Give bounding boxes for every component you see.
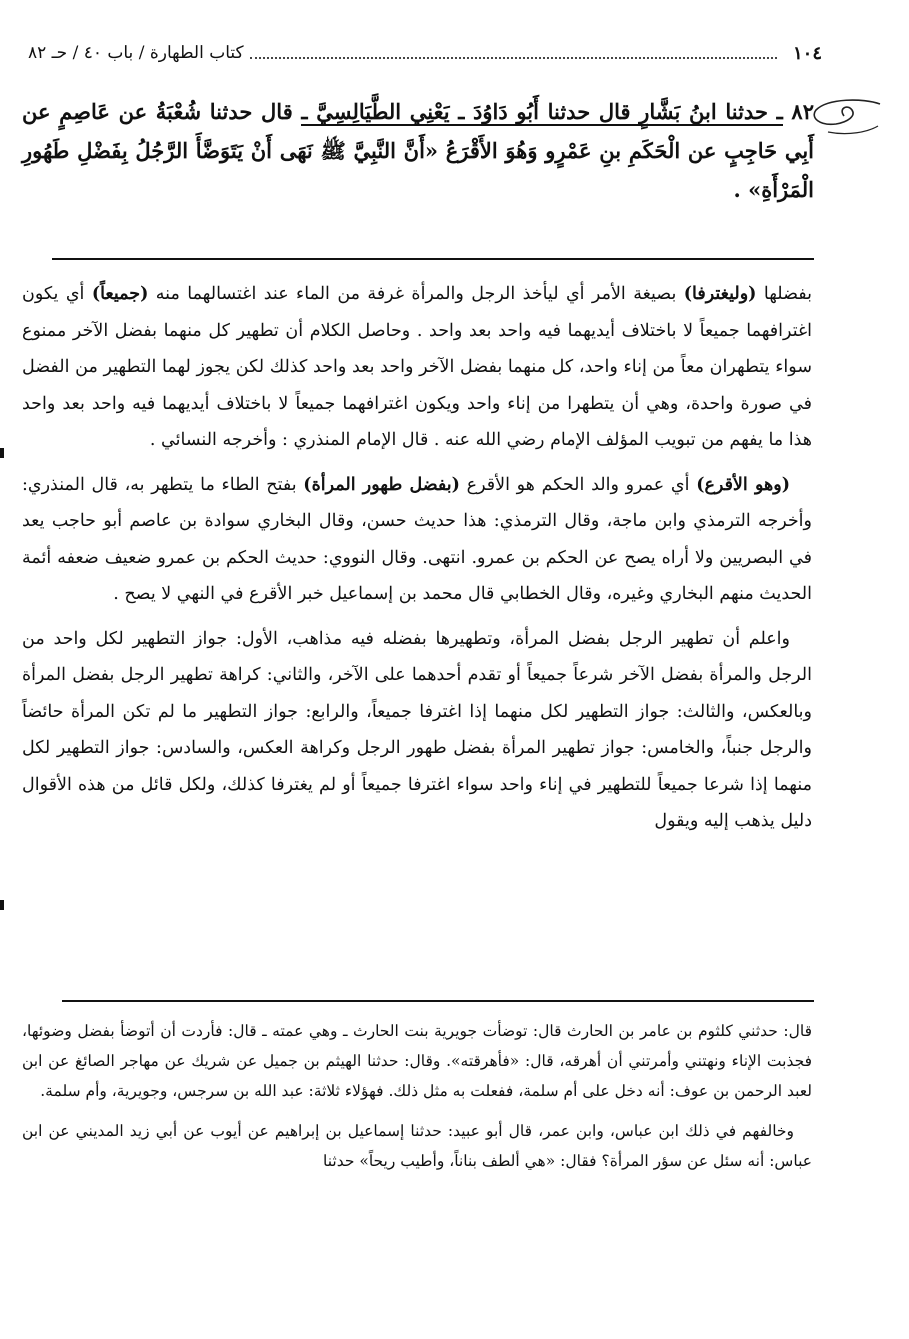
scan-edge-mark <box>0 448 4 458</box>
commentary-paragraph-3: واعلم أن تطهير الرجل بفضل المرأة، وتطهيرها بفضله فيه مذاهب، الأول: جواز التطهير لكل واحد من الرجل والمرأة بفضل الآخر شرعاً جميعاً أو تقدم أحدهما على الآخر، والثاني: كراهة تطهير الرجل بفضل المرأة وبالعكس، والثالث: جواز التطهير لكل منهما إذا اغترفا جميعاً، والرابع: جواز التطهير ما لم تكن المرأة حائضاً والرجل جنباً، والخامس: جواز تطهير المرأة بفضل طهور الرجل وكراهة العكس، والسادس: جواز التطهير لكل منهما إذا شرعا جميعاً للتطهير في إناء واحد سواء اغترفا جميعاً أو لم يغترفا كذلك، ولكل قائل من هذه الأقوال دليل يذهب إليه ويقول <box>22 628 812 831</box>
hadith-text <box>22 92 814 209</box>
commentary <box>22 276 812 840</box>
hadith-body: قال حدثنا شُعْبَةُ عن عَاصِمٍ عن أَبِي حَاجِبٍ عن الْحَكَمِ بنِ عَمْرٍو وَهُوَ الأَقْرَعُ «أَنَّ النَّبِيَّ ﷺ نَهَى أَنْ يَتَوَضَّأَ الرَّجُلُ بِفَضْلِ طَهُورِ الْمَرْأَةِ» . <box>22 99 814 202</box>
commentary-paragraph-1: بفضلها (وليغترفا) بصيغة الأمر أي ليأخذ الرجل والمرأة غرفة من الماء عند اغتسالهما منه (جميعاً) أي يكون اغترافهما جميعاً لا باختلاف أيديهما فيه واحد بعد واحد . وحاصل الكلام أن تطهير كل منهما بفضل الآخر ممنوع سواء يتطهران معاً من إناء واحد، كل منهما بفضل الآخر واحد بعد واحد كذلك لكن يجوز لهما التطهير من الفضل في صورة واحدة، وهي أن يتطهرا من إناء واحد ويكون اغترافهما جميعاً لا باختلاف أيديهما فيه واحد بعد واحد هذا ما يفهم من تبويب المؤلف الإمام رضي الله عنه . قال الإمام المنذري : وأخرجه النسائي . <box>22 284 812 450</box>
hadith-number: ٨٢ <box>791 99 814 124</box>
book-reference: كتاب الطهارة / باب ٤٠ / حـ ٨٢ <box>28 43 244 63</box>
page-number: ١٠٤ <box>792 42 822 64</box>
hadith-sanad-underlined: ـ حدثنا ابنُ بَشَّارٍ قال حدثنا أَبُو دَاوُدَ ـ يَعْنِي الطَّيَالِسِيَّ ـ <box>301 99 783 124</box>
running-header <box>22 38 822 68</box>
commentary-term: (وليغترفا) <box>683 284 757 304</box>
scan-edge-mark <box>0 900 4 910</box>
commentary-term: (جميعاً) <box>91 284 149 304</box>
commentary-term: (بفضل طهور المرأة) <box>303 474 460 495</box>
commentary-paragraph-2: (وهو الأقرع) أي عمرو والد الحكم هو الأقرع (بفضل طهور المرأة) بفتح الطاء ما يتطهر به، قال المنذري: وأخرجه الترمذي وابن ماجة، وقال الترمذي: هذا حديث حسن، وقال البخاري سوادة بن عاصم أبو حاجب يعد في البصريين ولا أراه يصح عن الحكم بن عمرو. انتهى. وقال النووي: حديث الحكم بن عمرو ضعيف ضعفه أئمة الحديث منهم البخاري وغيره، وقال الخطابي قال محمد بن إسماعيل خبر الأقرع في النهي لا يصح . <box>22 474 812 604</box>
footnote-paragraph-2: وخالفهم في ذلك ابن عباس، وابن عمر، قال أبو عبيد: حدثنا إسماعيل بن إبراهيم عن أيوب عن أبي زيد المديني عن ابن عباس: أنه سئل عن سؤر المرأة؟ فقال: «هي ألطف بناناً، وأطيب ريحاً» حدثنا <box>22 1122 812 1170</box>
commentary-term: (وهو الأقرع) <box>696 474 790 495</box>
header-dotted-leader <box>250 47 777 59</box>
hadith-separator-rule <box>52 258 814 260</box>
footnotes <box>22 1016 812 1176</box>
margin-scribble-icon <box>808 96 888 140</box>
footnote-separator-rule <box>62 1000 814 1002</box>
footnote-paragraph-1: قال: حدثني كلثوم بن عامر بن الحارث قال: توضأت جويرية بنت الحارث ـ وهي عمته ـ قال: فأردت أن أتوضأ بفضل وضوئها، فجذبت الإناء ونهتني وأمرتني أن أهرقه، قال: «فأهرقته». وقال: حدثنا الهيثم بن جميل عن شريك عن مهاجر الصائغ عن ابن لعبد الرحمن بن عوف: أنه دخل على أم سلمة، ففعلت به مثل ذلك. فهؤلاء ثلاثة: عبد الله بن سرجس، وجويرية، وأم سلمة. <box>22 1022 812 1100</box>
